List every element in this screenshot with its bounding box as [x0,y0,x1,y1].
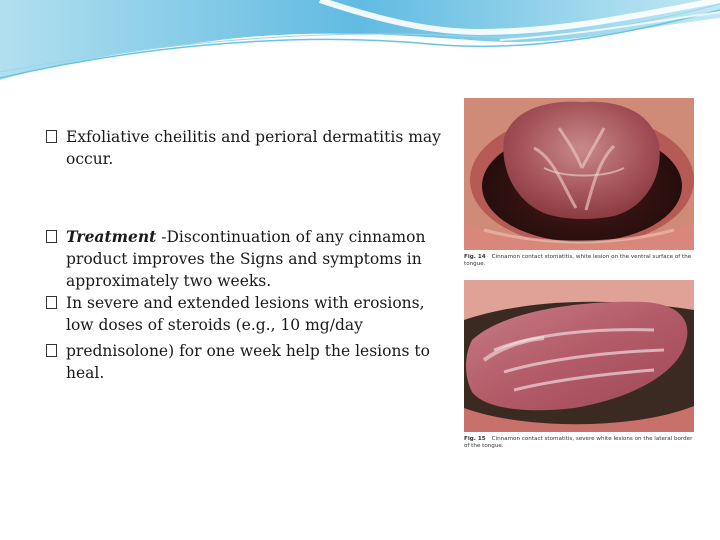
bullet-item [46,226,446,292]
tongue-ventral-photo [464,98,694,250]
bullet-emphasis: Treatment [66,227,157,246]
bullet-marker-icon [46,344,57,357]
figure-caption-text: Cinnamon contact stomatitis, severe white lesions on the lateral border of the tongue. [464,436,693,449]
bullet-item [46,126,446,170]
bullet-item [46,340,446,384]
bullet-text: Exfoliative cheilitis and perioral dermatitis may occur. [66,128,441,168]
figure-caption [464,254,696,268]
bullet-text: -Discontinuation of any cinnamon product improves the Signs and symptoms in approximately two weeks. [66,228,426,290]
bullet-text: In severe and extended lesions with erosions, low doses of steroids (e.g., 10 mg/day [66,294,425,334]
bullet-marker-icon [46,130,57,143]
figure-caption [464,436,696,450]
header-wave-decoration [0,0,720,90]
bullet-text: prednisolone) for one week help the lesions to heal. [66,342,430,382]
bullet-item [46,292,446,336]
bullet-marker-icon [46,296,57,309]
tongue-lateral-photo [464,280,694,432]
bullet-list [46,126,446,384]
bullet-marker-icon [46,230,57,243]
figure-label: Fig. 15 [464,436,486,442]
figure-label: Fig. 14 [464,254,486,260]
figure-caption-text: Cinnamon contact stomatitis, white lesion on the ventral surface of the tongue. [464,254,692,267]
